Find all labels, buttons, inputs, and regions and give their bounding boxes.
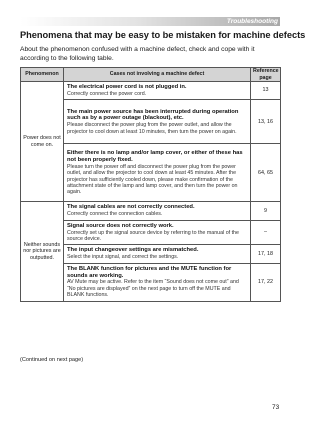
case-heading: The input changeover settings are mismatched. <box>67 247 199 254</box>
column-header-cases: Cases not involving a machine defect <box>64 68 251 82</box>
page-title: Phenomena that may be easy to be mistaken for machine defects <box>20 30 306 40</box>
case-cell <box>64 245 251 263</box>
phenomenon-cell: Power does not come on. <box>21 82 64 202</box>
reference-page: 17, 22 <box>251 263 281 301</box>
case-heading: Signal source does not correctly work. <box>67 222 174 229</box>
intro-paragraph: About the phenomenon confused with a machine defect, check and cope with it according to the following table. <box>20 46 255 62</box>
reference-page: – <box>251 220 281 245</box>
case-cell <box>64 100 251 144</box>
case-cell <box>64 144 251 202</box>
case-description: Select the input signal, and correct the settings. <box>67 254 179 261</box>
case-description: AV Mute may be active. Refer to the item “Sound does not come out” and “No pictures are displayed” on the next page to turn off the MUTE and BLANK functions. <box>67 279 239 299</box>
case-description: Please disconnect the power plug from the power outlet, and allow the projector to cool down at least 10 minutes, then turn the power on again. <box>67 122 237 135</box>
reference-page: 9 <box>251 202 281 220</box>
reference-page: 13, 16 <box>251 100 281 144</box>
reference-page: 13 <box>251 82 281 100</box>
case-heading: Either there is no lamp and/or lamp cover, or either of these has not been properly fixed. <box>67 149 243 163</box>
case-heading: The signal cables are not correctly connected. <box>67 204 195 211</box>
case-cell <box>64 82 251 100</box>
section-header: Troubleshooting <box>226 18 278 25</box>
case-heading: The BLANK function for pictures and the MUTE function for sounds are working. <box>67 265 232 279</box>
case-cell <box>64 202 251 220</box>
column-header-reference: Reference page <box>251 68 281 82</box>
case-heading: The electrical power cord is not plugged in. <box>67 84 187 90</box>
table-row <box>21 202 281 220</box>
case-description: Correctly connect the connection cables. <box>67 211 163 218</box>
table-header-row <box>21 68 281 82</box>
case-cell <box>64 263 251 301</box>
troubleshooting-table <box>20 67 281 302</box>
reference-page: 64, 65 <box>251 144 281 202</box>
case-heading: The main power source has been interrupted during operation such as by a power outage (blackout), etc. <box>67 108 239 122</box>
case-cell <box>64 220 251 245</box>
continued-note: (Continued on next page) <box>20 357 84 363</box>
case-description: Please turn the power off and disconnect the power plug from the power outlet, and allow the projector to cool down at least 45 minutes. After the projector has sufficiently cooled down, please make confirmation of the attachment state of the lamp and lamp cover, and then turn the power on again. <box>67 163 238 196</box>
table-row <box>21 82 281 100</box>
case-description: Correctly connect the power cord. <box>67 90 147 97</box>
page-number: 73 <box>272 404 280 411</box>
column-header-phenomenon: Phenomenon <box>21 68 64 82</box>
case-description: Correctly set up the signal source device by referring to the manual of the source device. <box>67 229 239 242</box>
phenomenon-cell: Neither sounds nor pictures are outputted. <box>21 202 64 301</box>
reference-page: 17, 18 <box>251 245 281 263</box>
